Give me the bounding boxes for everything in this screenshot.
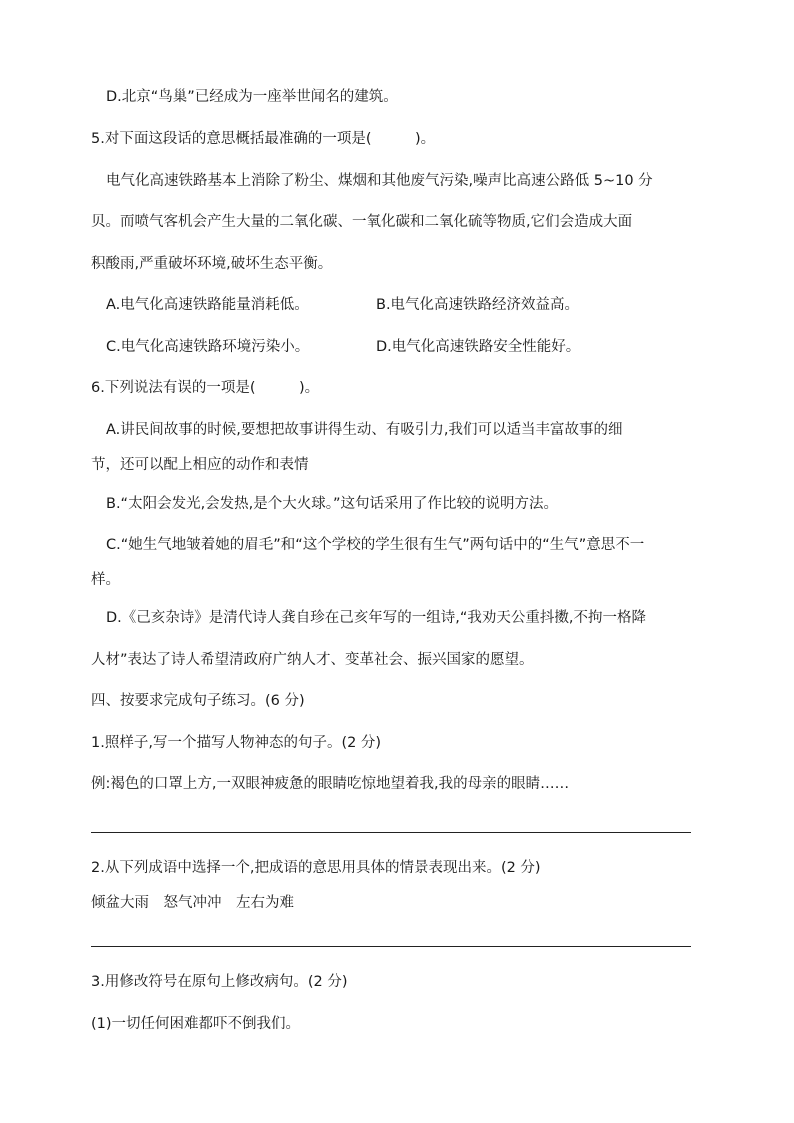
q6-option-c-line-2: 样。 bbox=[91, 572, 120, 588]
item-3-prompt: 3.用修改符号在原句上修改病句。(2 分) bbox=[91, 974, 348, 990]
q6-option-c-line-1: C.“她生气地皱着她的眉毛”和“这个学校的学生很有生气”两句话中的“生气”意思不一 bbox=[106, 537, 645, 553]
item-1-answer-line[interactable] bbox=[91, 832, 691, 833]
q4-option-d: D.北京“鸟巢”已经成为一座举世闻名的建筑。 bbox=[106, 89, 398, 105]
q5-passage-line-1: 电气化高速铁路基本上消除了粉尘、煤烟和其他废气污染,噪声比高速公路低 5~10 分 bbox=[106, 173, 653, 189]
q5-passage-line-2: 贝。而喷气客机会产生大量的二氧化碳、一氧化碳和二氧化硫等物质,它们会造成大面 bbox=[91, 214, 633, 230]
q6-option-a-line-1: A.讲民间故事的时候,要想把故事讲得生动、有吸引力,我们可以适当丰富故事的细 bbox=[106, 422, 623, 438]
section-4-heading: 四、按要求完成句子练习。(6 分) bbox=[91, 693, 305, 709]
q5-option-c: C.电气化高速铁路环境污染小。 bbox=[106, 339, 310, 355]
item-2-prompt: 2.从下列成语中选择一个,把成语的意思用具体的情景表现出来。(2 分) bbox=[91, 860, 541, 876]
item-1-example: 例:褐色的口罩上方,一双眼神疲惫的眼睛吃惊地望着我,我的母亲的眼睛…… bbox=[91, 776, 570, 792]
item-3-sub-1: (1)一切任何困难都吓不倒我们。 bbox=[91, 1016, 301, 1032]
item-1-prompt: 1.照样子,写一个描写人物神态的句子。(2 分) bbox=[91, 735, 382, 751]
q6-option-d-line-2: 人材”表达了诗人希望清政府广纳人才、变革社会、振兴国家的愿望。 bbox=[91, 652, 534, 668]
q5-option-a: A.电气化高速铁路能量消耗低。 bbox=[106, 297, 309, 313]
q6-option-a-line-2: 节，还可以配上相应的动作和表情 bbox=[91, 457, 309, 473]
q6-option-d-line-1: D.《己亥杂诗》是清代诗人龚自珍在己亥年写的一组诗,“我劝天公重抖擞,不拘一格降 bbox=[106, 610, 647, 626]
item-2-answer-line[interactable] bbox=[91, 946, 691, 947]
item-2-idioms: 倾盆大雨 怒气冲冲 左右为难 bbox=[91, 895, 294, 911]
q5-option-d: D.电气化高速铁路安全性能好。 bbox=[376, 339, 581, 355]
q6-question: 6.下列说法有误的一项是( )。 bbox=[91, 380, 320, 396]
q5-option-b: B.电气化高速铁路经济效益高。 bbox=[376, 297, 580, 313]
q6-option-b: B.“太阳会发光,会发热,是个大火球。”这句话采用了作比较的说明方法。 bbox=[106, 496, 559, 512]
q5-passage-line-3: 积酸雨,严重破坏环境,破坏生态平衡。 bbox=[91, 256, 333, 272]
q5-question: 5.对下面这段话的意思概括最准确的一项是( )。 bbox=[91, 131, 436, 147]
